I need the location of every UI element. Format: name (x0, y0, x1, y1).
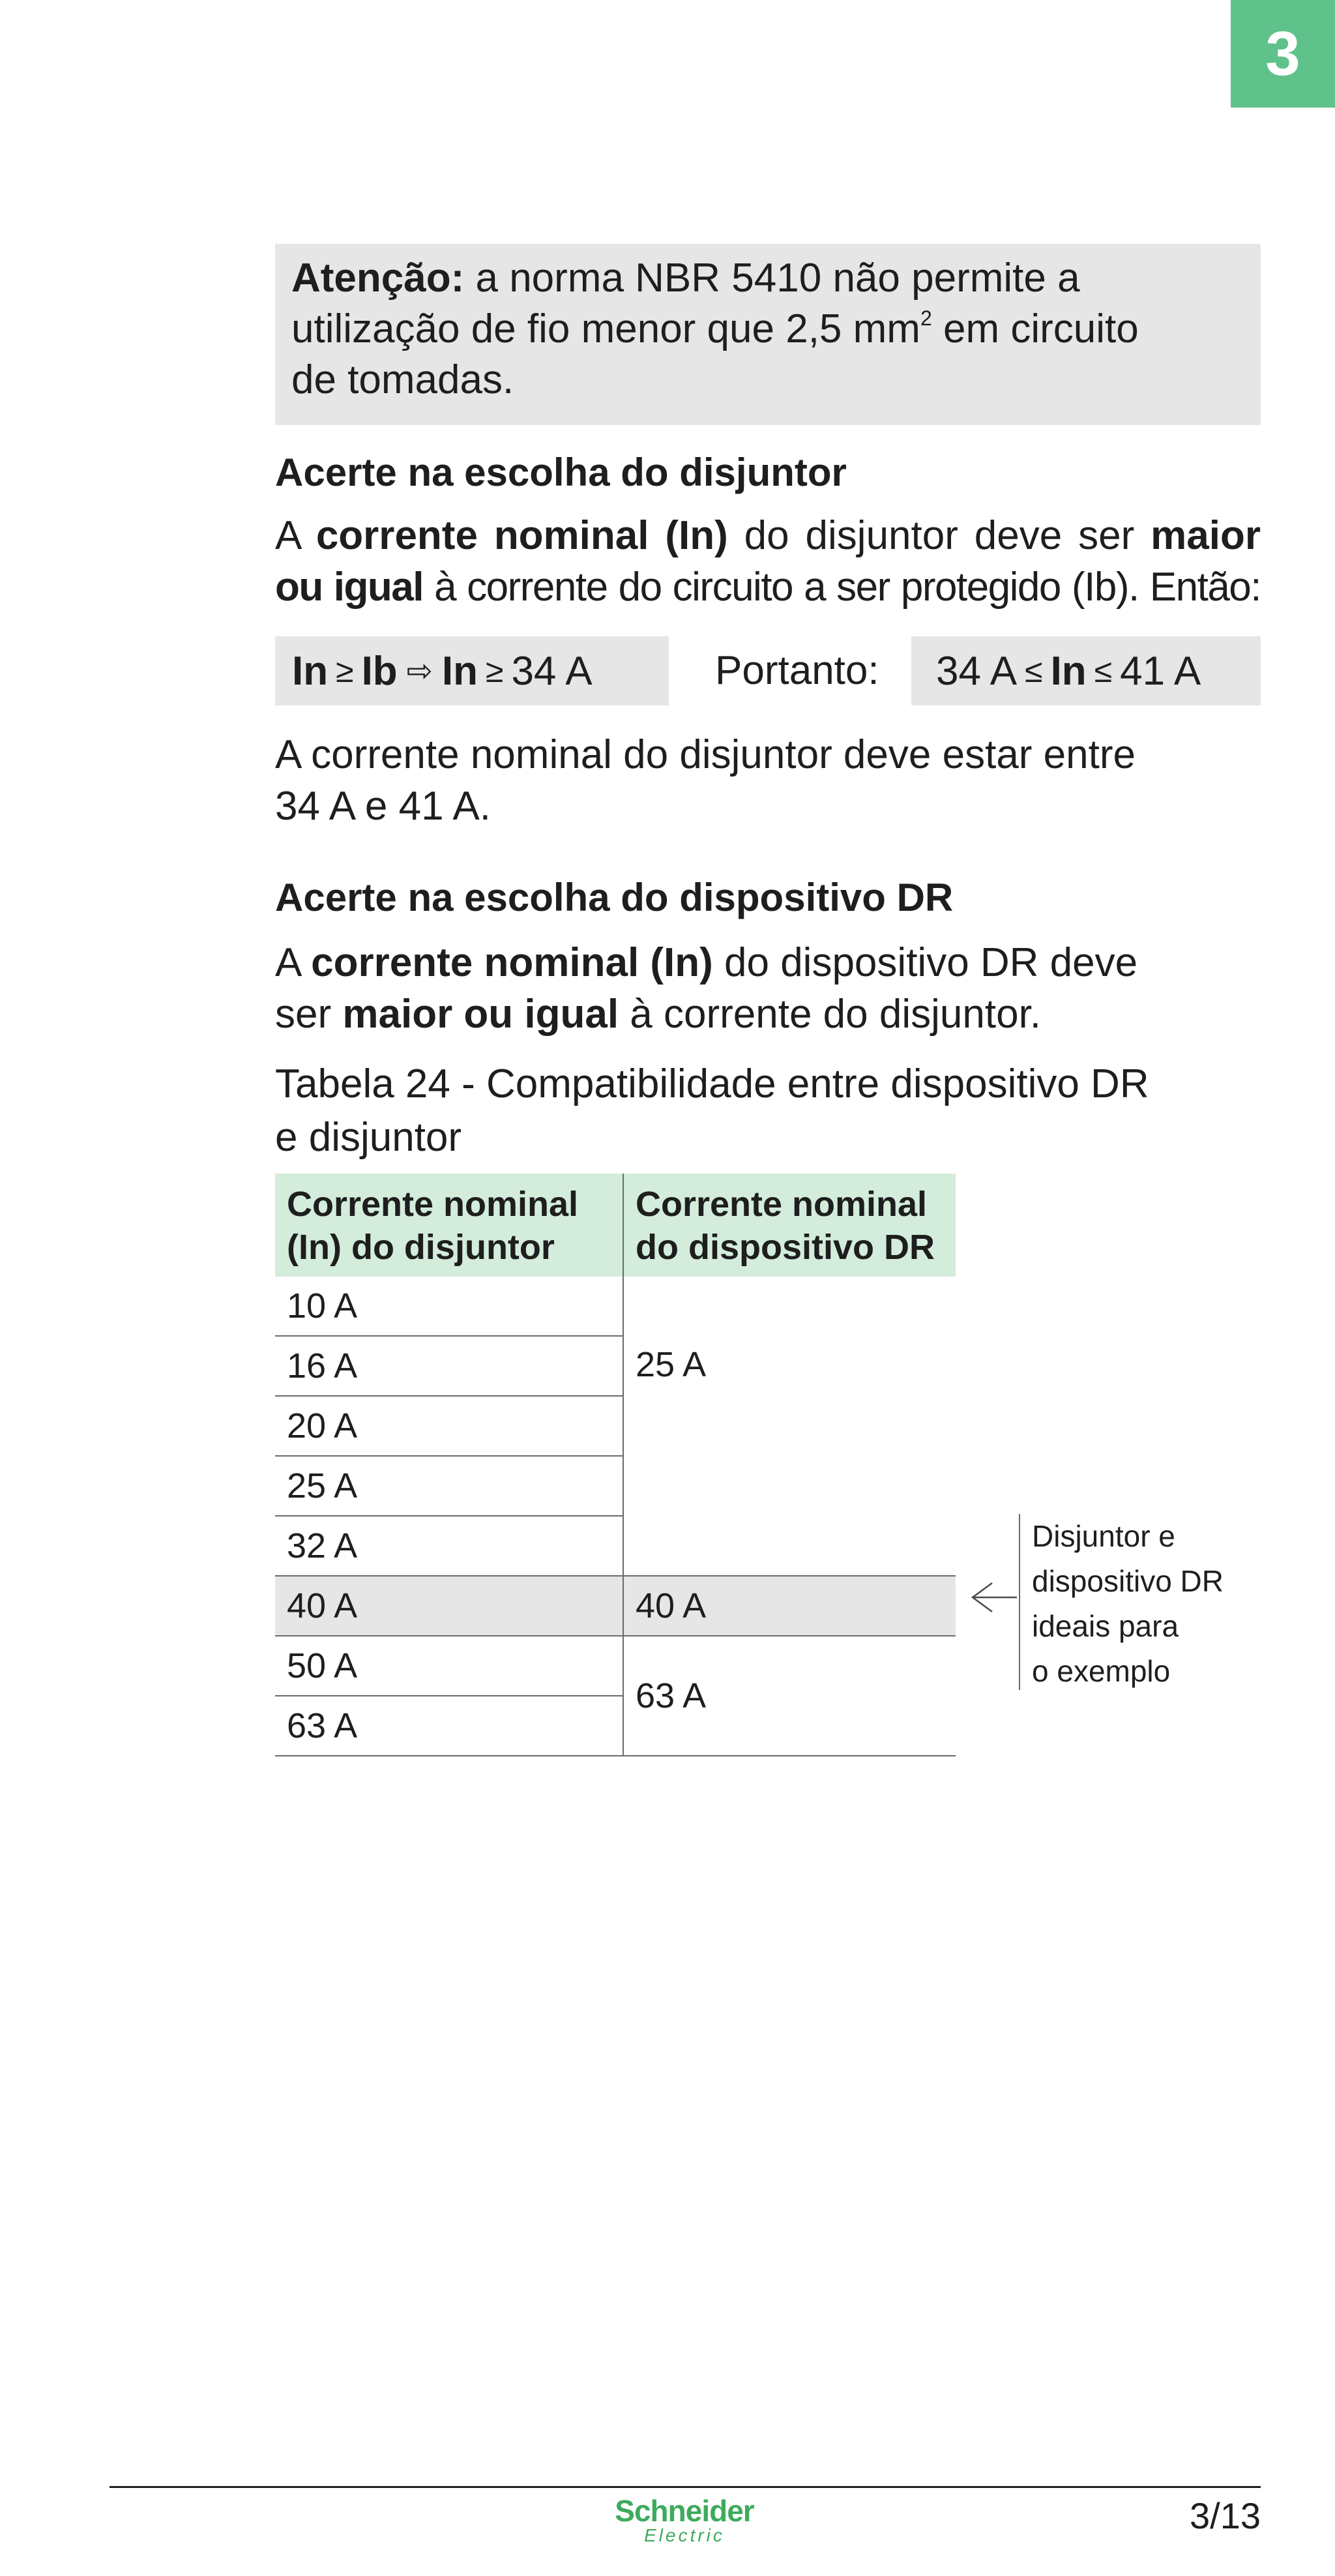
formula-low: 34 A (936, 648, 1018, 694)
header-dr-current (623, 1174, 956, 1277)
callout-note (1032, 1514, 1224, 1694)
range-line-1: A corrente nominal do disjuntor deve estar entre (275, 732, 1136, 777)
callout-line-4: o exemplo (1032, 1654, 1171, 1688)
callout-line-3: ideais para (1032, 1609, 1179, 1643)
dr-paragraph-line-2 (275, 988, 1261, 1040)
table-caption (275, 1058, 1261, 1164)
compatibility-table (275, 1174, 956, 1756)
formula-value-1: 34 A (511, 648, 593, 694)
breaker-bold-1: corrente nominal (In) (315, 513, 728, 558)
heading-dr: Acerte na escolha do dispositivo DR (275, 876, 954, 919)
header-col2-line-1: Corrente nominal (636, 1185, 928, 1224)
attention-line-1 (291, 253, 1245, 304)
breaker-paragraph-line-2 (275, 561, 1261, 613)
formula-le-2: ≤ (1094, 653, 1113, 689)
formula-in-1: In (292, 648, 329, 694)
dr-text-2: do dispositivo DR deve (712, 940, 1138, 985)
attention-text-3: de tomadas. (291, 357, 514, 402)
brand-name: Schneider (615, 2494, 754, 2528)
table-row-highlighted (275, 1576, 956, 1636)
breaker-rating-cell: 63 A (275, 1696, 623, 1756)
attention-label: Atenção: (291, 256, 465, 301)
range-line-2: 34 A e 41 A. (275, 784, 491, 829)
heading-breaker: Acerte na escolha do disjuntor (275, 451, 847, 494)
breaker-rating-cell: 25 A (275, 1456, 623, 1516)
dr-rating-cell: 25 A (623, 1277, 956, 1576)
schneider-electric-logo (606, 2496, 763, 2545)
formula-in-2: In (441, 648, 478, 694)
breaker-paragraph (275, 510, 1261, 613)
formula-box-right (911, 636, 1261, 705)
breaker-text-1: A (275, 513, 316, 558)
breaker-bold-2: maior (1151, 513, 1261, 558)
formula-le-1: ≤ (1025, 653, 1043, 689)
callout-arrow-icon (970, 1578, 1017, 1617)
formula-ib: Ib (361, 648, 398, 694)
dr-paragraph-line-1 (275, 937, 1261, 988)
table-header-row (275, 1174, 956, 1277)
portanto-label: Portanto: (715, 648, 879, 693)
breaker-text-2: do disjuntor deve ser (727, 513, 1151, 558)
breaker-bold-3: ou igual (275, 565, 423, 610)
formula-high: 41 A (1120, 648, 1201, 694)
formula-box-left (275, 636, 669, 705)
attention-line-3 (291, 355, 1245, 406)
callout-line-2: dispositivo DR (1032, 1564, 1224, 1598)
header-col1-line-1: Corrente nominal (287, 1185, 579, 1224)
header-col1-line-2: (In) do disjuntor (287, 1228, 555, 1267)
attention-line-2 (291, 304, 1245, 355)
breaker-paragraph-line-1 (275, 510, 1261, 561)
table-caption-line-1: Tabela 24 - Compatibilidade entre dispositivo DR (275, 1061, 1149, 1106)
footer-divider (110, 2486, 1261, 2488)
page-number: 3/13 (1190, 2495, 1261, 2536)
header-breaker-current (275, 1174, 623, 1277)
chapter-number-tab (1231, 0, 1335, 108)
dr-rating-cell: 40 A (623, 1576, 956, 1636)
formula-ge-1: ≥ (336, 653, 354, 689)
callout-bracket (1019, 1514, 1020, 1690)
attention-text-2a: utilização de fio menor que 2,5 mm (291, 306, 920, 351)
formula-ge-2: ≥ (486, 653, 504, 689)
callout-line-1: Disjuntor e (1032, 1519, 1175, 1553)
dr-paragraph (275, 937, 1261, 1040)
range-paragraph (275, 729, 1261, 832)
breaker-rating-cell: 20 A (275, 1396, 623, 1456)
breaker-rating-cell: 16 A (275, 1336, 623, 1396)
breaker-rating-cell: 50 A (275, 1636, 623, 1696)
formula-in-3: In (1050, 648, 1087, 694)
header-col2-line-2: do dispositivo DR (636, 1228, 935, 1267)
attention-superscript: 2 (920, 306, 932, 330)
table-row (275, 1636, 956, 1696)
table-row (275, 1277, 956, 1336)
dr-text-3: ser (275, 992, 343, 1037)
breaker-rating-cell: 10 A (275, 1277, 623, 1336)
breaker-rating-cell: 32 A (275, 1516, 623, 1576)
dr-bold-1: corrente nominal (In) (311, 940, 713, 985)
attention-text-1: a norma NBR 5410 não permite a (464, 256, 1080, 301)
breaker-rating-cell: 40 A (275, 1576, 623, 1636)
dr-rating-cell: 63 A (623, 1636, 956, 1756)
breaker-text-3: à corrente do circuito a ser protegido (Ib). Então: (423, 565, 1261, 610)
dr-text-1: A (275, 940, 312, 985)
chapter-number: 3 (1265, 18, 1300, 89)
dr-text-4: à corrente do disjuntor. (619, 992, 1042, 1037)
implies-arrow-icon: ⇨ (406, 654, 433, 688)
brand-sub: Electric (644, 2525, 725, 2545)
dr-bold-2: maior ou igual (342, 992, 619, 1037)
attention-text-2b: em circuito (932, 306, 1139, 351)
table-caption-line-2: e disjuntor (275, 1115, 462, 1160)
attention-note (275, 244, 1261, 425)
